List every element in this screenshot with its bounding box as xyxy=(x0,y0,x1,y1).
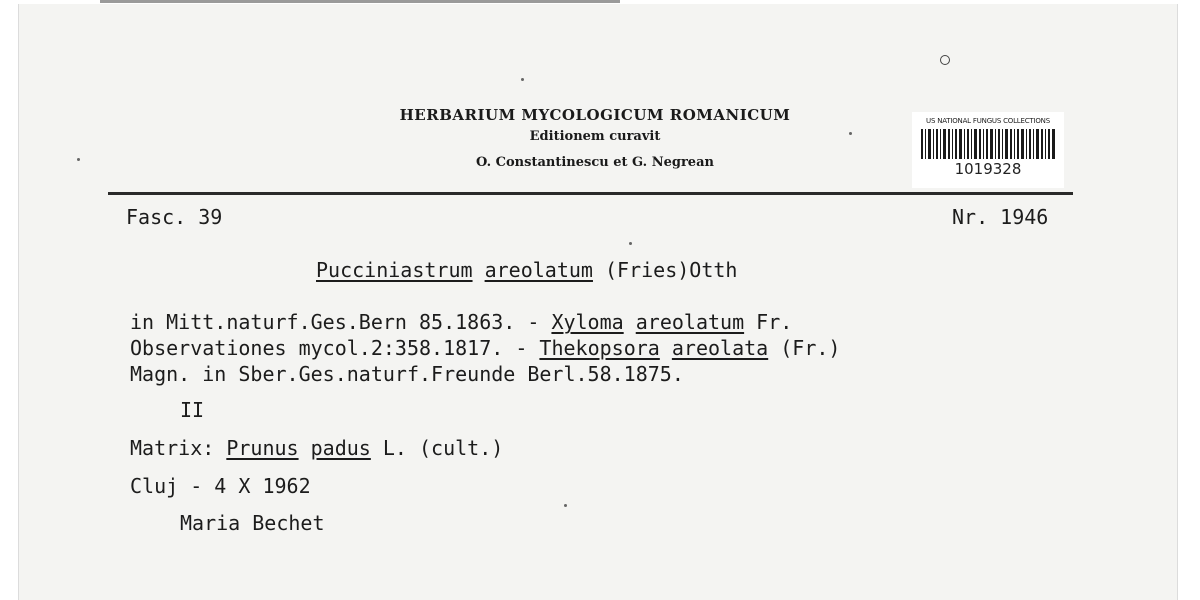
matrix-line xyxy=(130,436,503,460)
barcode-icon xyxy=(921,129,1055,159)
label-header xyxy=(300,105,890,173)
citation-1-prefix: in Mitt.naturf.Ges.Bern 85.1863. - xyxy=(130,310,552,334)
barcode-collection-name: US NATIONAL FUNGUS COLLECTIONS xyxy=(926,117,1050,125)
spore-stage: II xyxy=(180,398,205,422)
matrix-suffix: L. (cult.) xyxy=(370,436,504,460)
barcode-number: 1019328 xyxy=(954,160,1022,178)
synonym-2-genus: Thekopsora xyxy=(539,336,660,360)
speck xyxy=(564,504,567,507)
collector-name: Maria Bechet xyxy=(180,511,325,535)
synonym-1-epithet: areolatum xyxy=(635,310,745,334)
host-genus: Prunus xyxy=(226,436,299,460)
citation-line-2 xyxy=(130,336,840,360)
synonym-1-genus: Xyloma xyxy=(551,310,624,334)
herbarium-editors: O. Constantinescu et G. Negrean xyxy=(476,155,714,170)
synonym-2-epithet: areolata xyxy=(671,336,769,360)
top-edge-strip xyxy=(100,0,620,3)
citation-line-1 xyxy=(130,310,792,334)
species-name xyxy=(316,258,737,282)
herbarium-subtitle: Editionem curavit xyxy=(529,129,661,144)
fascicle-number: Fasc. 39 xyxy=(126,205,223,229)
citation-line-3: Magn. in Sber.Ges.naturf.Freunde Berl.58.1875. xyxy=(130,362,684,386)
citation-2-suffix: (Fr.) xyxy=(768,336,841,360)
barcode-sticker xyxy=(912,112,1064,188)
host-epithet: padus xyxy=(310,436,371,460)
herbarium-title: HERBARIUM MYCOLOGICUM ROMANICUM xyxy=(399,106,791,124)
species-authority: (Fries)Otth xyxy=(605,258,738,282)
speck xyxy=(77,158,80,161)
speck xyxy=(521,78,524,81)
punch-hole-mark xyxy=(940,55,950,65)
specimen-number: Nr. 1946 xyxy=(952,205,1049,229)
speck xyxy=(629,242,632,245)
citation-1-suffix: Fr. xyxy=(744,310,793,334)
matrix-prefix: Matrix: xyxy=(130,436,227,460)
citation-2-prefix: Observationes mycol.2:358.1817. - xyxy=(130,336,540,360)
header-divider-line xyxy=(108,192,1073,195)
species-genus: Pucciniastrum xyxy=(316,258,473,282)
locality-date: Cluj - 4 X 1962 xyxy=(130,474,311,498)
species-epithet: areolatum xyxy=(484,258,593,282)
